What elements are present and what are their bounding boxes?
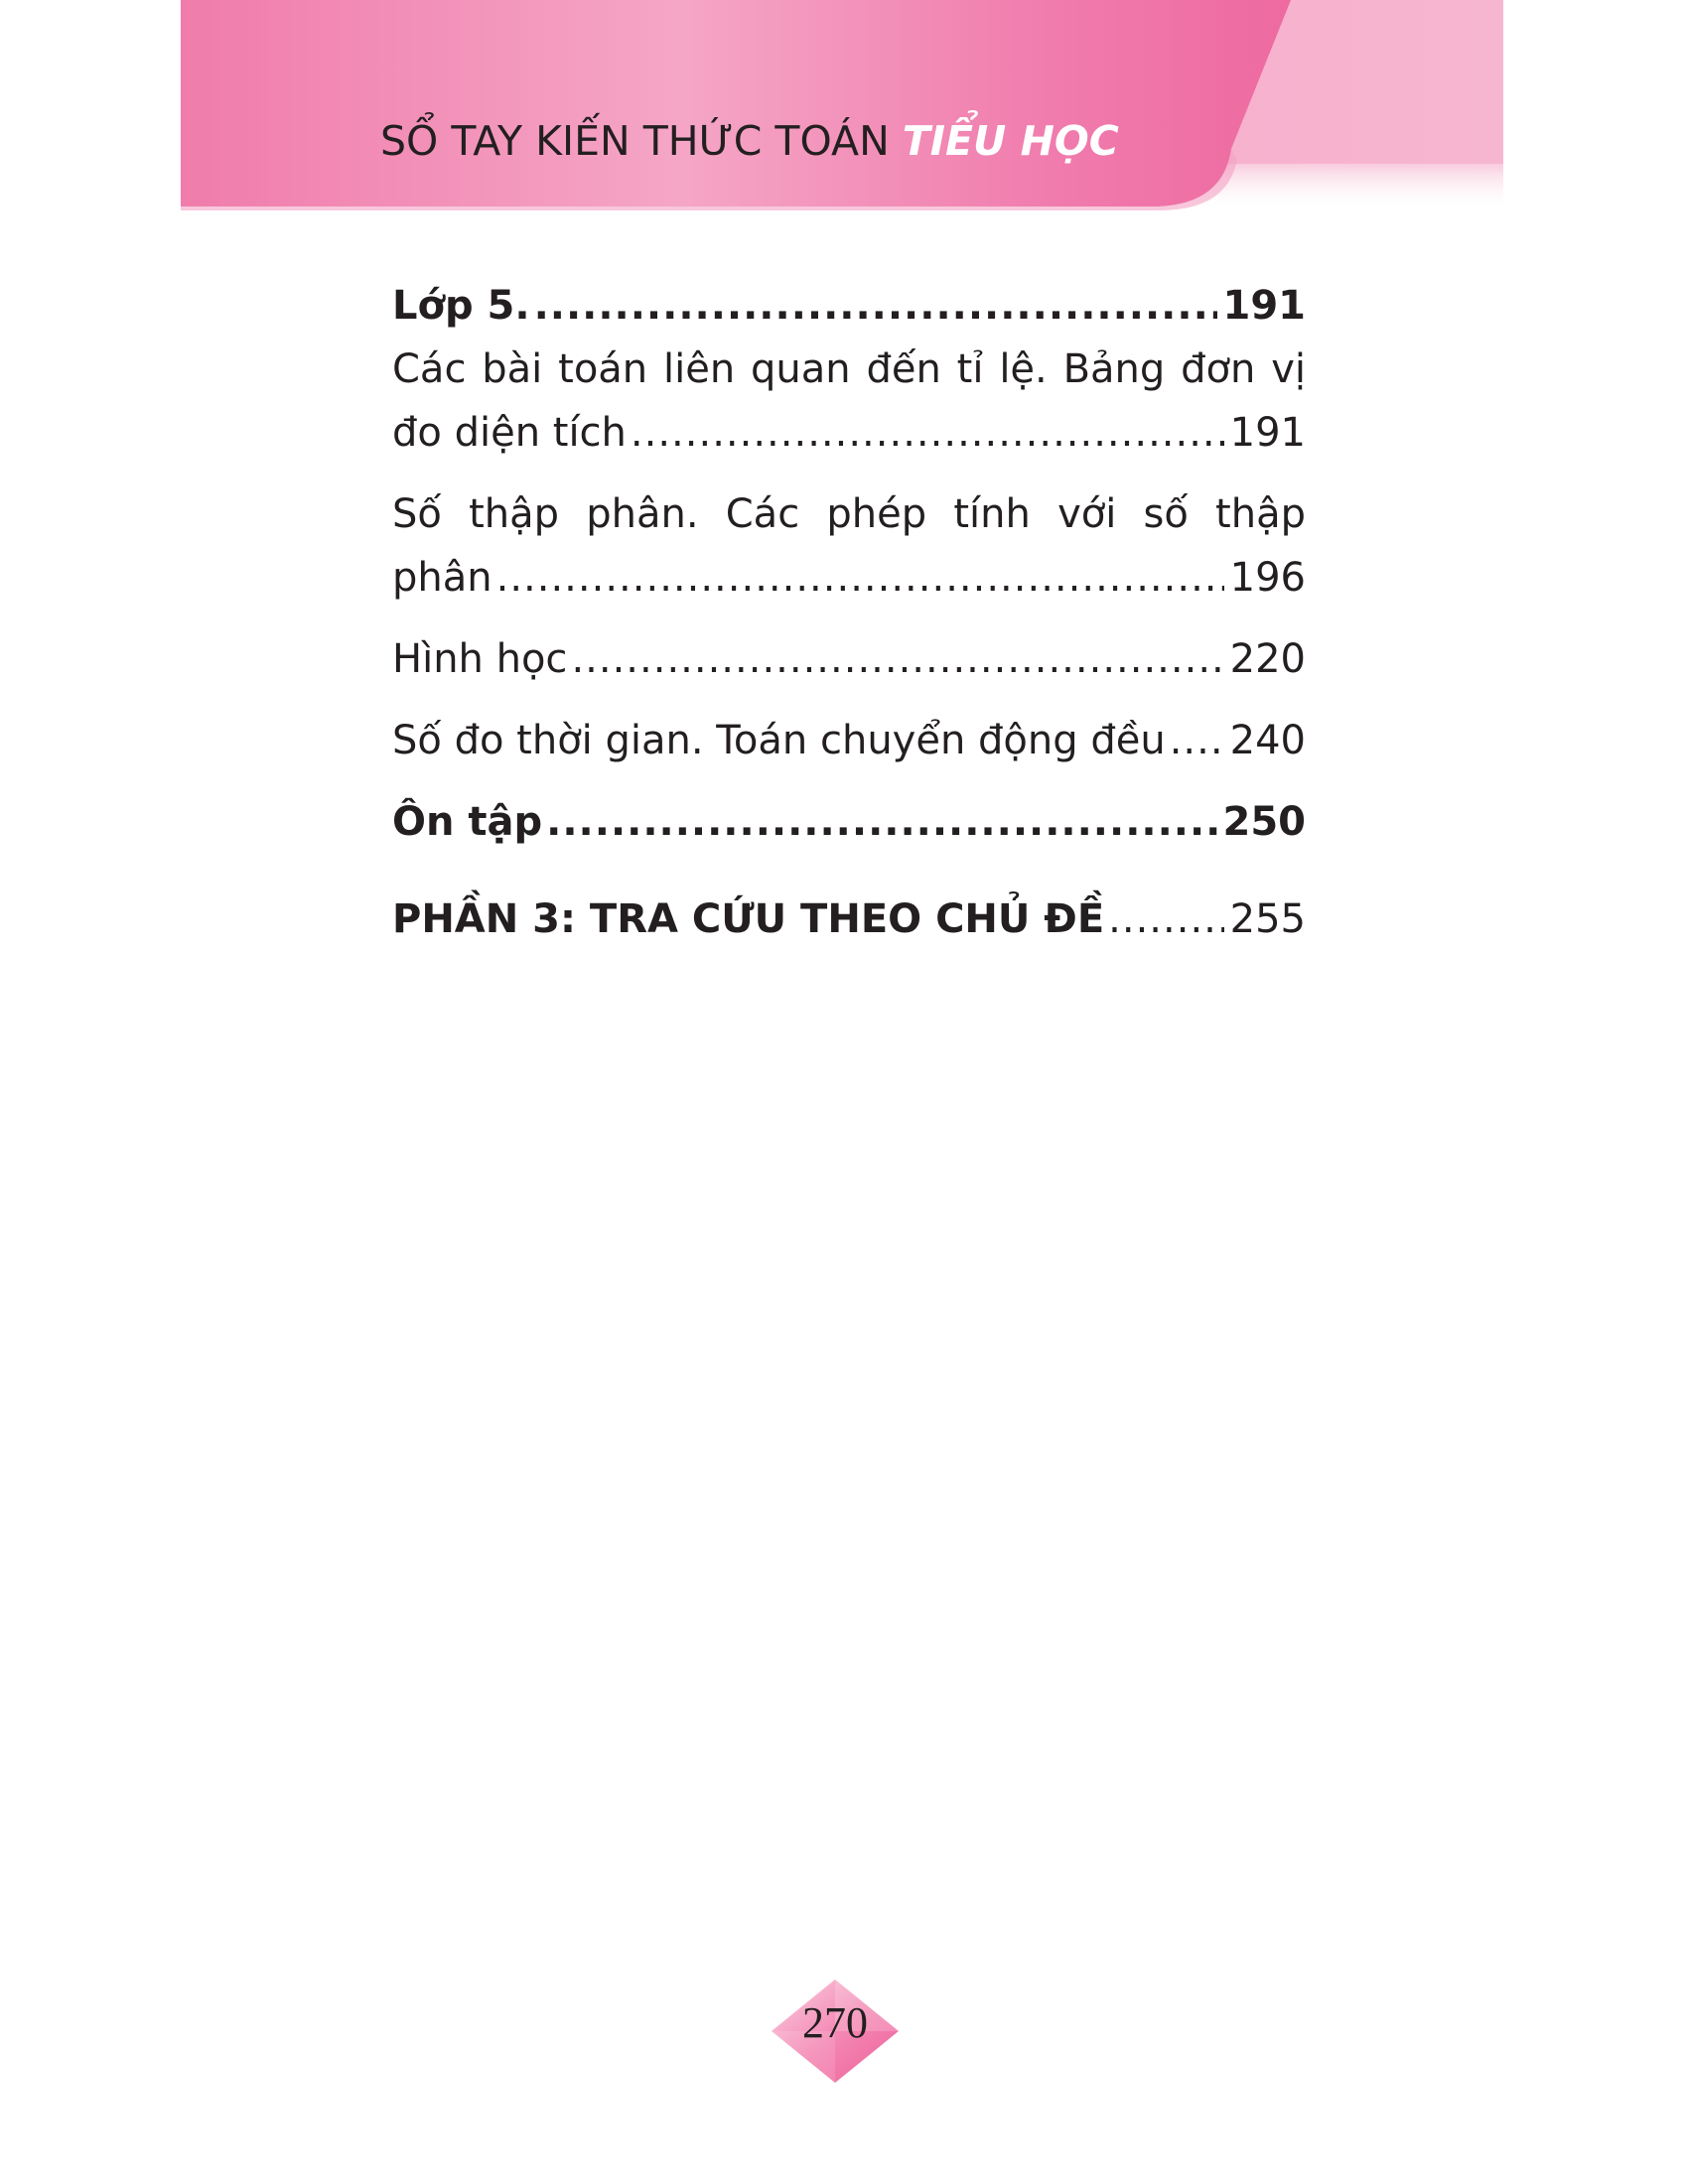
toc-entry-page: 255 xyxy=(1229,896,1306,942)
toc-entry-on-tap xyxy=(392,790,1306,854)
toc-entry-hinh-hoc xyxy=(392,627,1306,691)
toc-leader-dots xyxy=(496,546,1224,610)
toc-entry-title-line1: Số thập phân. Các phép tính với số thập xyxy=(392,491,1306,537)
page-number: 270 xyxy=(802,1998,868,2047)
toc-leader-dots xyxy=(631,401,1224,465)
toc-entry-page: 220 xyxy=(1229,636,1306,682)
toc-entry-page: 196 xyxy=(1229,555,1306,601)
toc-leader-dots xyxy=(571,627,1223,691)
toc-entry-so-do-thoi-gian xyxy=(392,709,1306,772)
book-title-accent: TIỂU HỌC xyxy=(902,117,1119,165)
table-of-contents xyxy=(392,274,1306,951)
header-band-shape xyxy=(181,0,1503,210)
toc-entry-title: PHẦN 3: TRA CỨU THEO CHỦ ĐỀ xyxy=(392,896,1105,942)
toc-leader-dots xyxy=(534,274,1217,338)
toc-entry-title: Hình học xyxy=(392,636,568,682)
toc-leader-dots xyxy=(1170,709,1224,772)
toc-entry-title: Lớp 5. xyxy=(392,283,530,329)
toc-leader-dots xyxy=(546,790,1216,854)
toc-entry-so-thap-phan xyxy=(392,482,1306,610)
toc-entry-page: 191 xyxy=(1229,410,1306,456)
page-header-band xyxy=(181,0,1503,210)
toc-entry-lop5 xyxy=(392,274,1306,338)
book-title: SỔ TAY KIẾN THỨC TOÁN TIỂU HỌC xyxy=(380,117,1119,165)
toc-entry-ti-le xyxy=(392,338,1306,465)
toc-entry-page: 250 xyxy=(1222,799,1306,845)
toc-entry-page: 191 xyxy=(1222,283,1306,329)
toc-entry-title: Số đo thời gian. Toán chuyển động đều xyxy=(392,718,1166,763)
toc-entry-phan3 xyxy=(392,887,1306,951)
toc-entry-title: Ôn tập xyxy=(392,799,543,845)
toc-entry-page: 240 xyxy=(1229,718,1306,763)
page-number-badge xyxy=(768,1976,903,2085)
toc-entry-title-line1: Các bài toán liên quan đến tỉ lệ. Bảng đơn vị xyxy=(392,346,1306,392)
toc-entry-title-line2: phân xyxy=(392,555,492,601)
toc-entry-title-line2: đo diện tích xyxy=(392,410,627,456)
toc-leader-dots xyxy=(1108,887,1223,951)
